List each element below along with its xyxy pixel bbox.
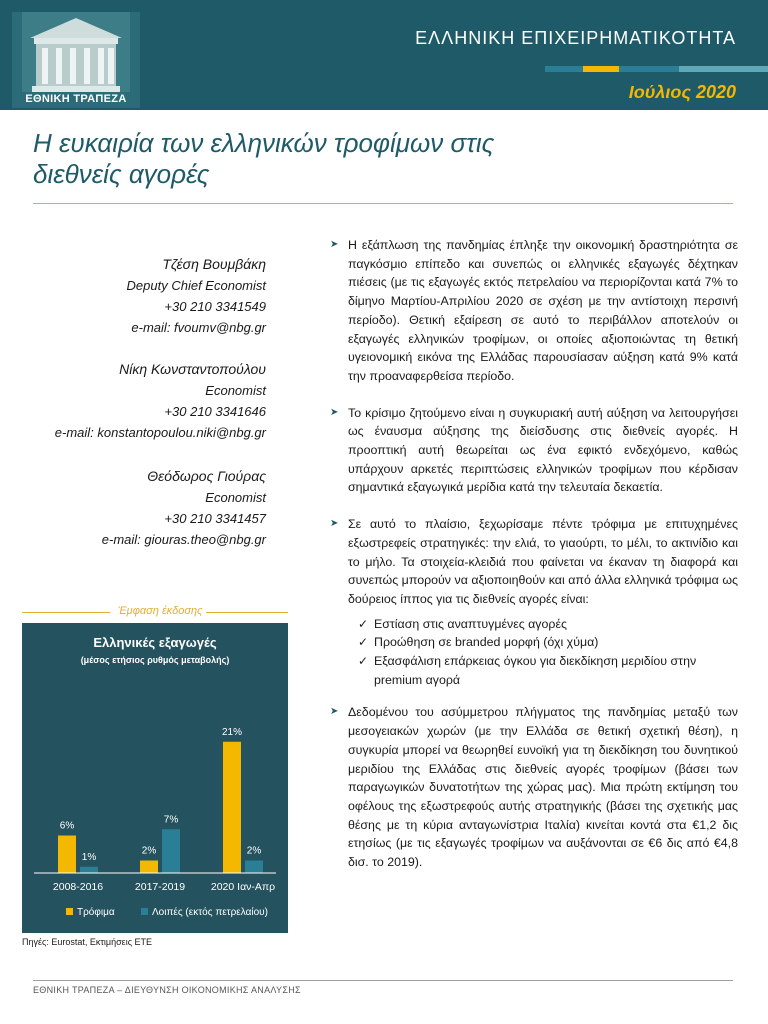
check-item [330, 652, 738, 689]
emphasis-rule-left [22, 612, 110, 613]
bank-logo [12, 12, 140, 108]
author-email[interactable]: e-mail: giouras.theo@nbg.gr [101, 532, 266, 547]
author-phone: +30 210 3341457 [164, 511, 266, 526]
page-title-line-2: διεθνείς αγορές [33, 159, 210, 189]
check-text: Προώθηση σε branded μορφή (όχι χύμα) [374, 635, 599, 650]
author-phone: +30 210 3341646 [164, 404, 266, 419]
chart-bar [80, 867, 98, 873]
bank-name: ΕΘΝΙΚΗ ΤΡΑΠΕΖΑ [25, 93, 127, 105]
legend-swatch-other [141, 908, 148, 915]
chart-subtitle: (μέσος ετήσιος ρυθμός μεταβολής) [80, 655, 230, 665]
title-divider [33, 203, 733, 204]
legend-label: Λοιπές (εκτός πετρελαίου) [152, 907, 268, 918]
legend-label: Τρόφιμα [77, 907, 115, 918]
check-text: Εστίαση στις αναπτυγμένες αγορές [374, 616, 567, 631]
chart-bar [140, 861, 158, 874]
emphasis-rule-right [206, 612, 288, 613]
author-phone: +30 210 3341549 [164, 299, 266, 314]
check-icon: ✓ [358, 635, 369, 650]
chart-data-label: 1% [81, 851, 97, 863]
footer-divider [33, 980, 733, 981]
author-card [127, 254, 266, 338]
legend-swatch-food [66, 908, 73, 915]
author-role: Economist [205, 383, 266, 398]
issue-date: Ιούλιος 2020 [628, 82, 736, 102]
emphasis-label: Έμφαση έκδοσης [118, 605, 203, 617]
check-item [330, 615, 738, 634]
summary-text: Δεδομένου του ασύμμετρου πλήγματος της πανδημίας μεταξύ των μεσογειακών χωρών (με την Ελλάδα σε θετική σχετική θέση), η συγκυρία μπορεί να θεωρηθεί ευνοϊκή για τη διεκδίκηση του δυνητικού μεριδίου της Ελλάδας στις διεθνείς αγορές τροφίμων (βάσει των παραγωγικών δυνατοτήτων της χώρας μας). Μια πρώτη εκτίμηση του οφέλους της εξωστρεφούς αυτής στρατηγικής (βάσει της σχετικής μας θέσης με τη κύρια ανταγωνίστρια Ιταλία) κινείται κοντά στα €1,2 δις ετησίως (με τις εξαγωγές τροφίμων να αυξάνονται σε €6 δις από €4,8 δισ. το 2019). [348, 705, 738, 870]
series-title: ΕΛΛΗΝΙΚΗ ΕΠΙΧΕΙΡΗΜΑΤΙΚΟΤΗΤΑ [415, 28, 736, 48]
chart-bar [162, 829, 180, 873]
arrow-bullet-icon: ➤ [330, 406, 339, 418]
exports-chart-svg [22, 623, 288, 933]
arrow-bullet-icon: ➤ [330, 239, 339, 250]
summary-text: Το κρίσιμο ζητούμενο είναι η συγκυριακή αυτή αύξηση να λειτουργήσει ως έναυσμα αύξησης της διείσδυσης στις διεθνείς αγορές. Η προοπτική αυτή θεωρείται ως ένα εφικτό ενδεχόμενο, καθώς υπάρχουν αρκετές περιπτώσεις ελληνικών τροφίμων που κέρδισαν σημαντικά εξαγωγικά μερίδια κατά την τελευταία δεκαετία. [348, 405, 738, 495]
chart-data-label: 21% [221, 726, 243, 738]
chart-data-label: 2% [141, 845, 157, 857]
bank-building-icon [22, 12, 130, 92]
chart-category-label: 2008-2016 [52, 881, 104, 893]
chart-category-label: 2020 Ιαν-Απρ [210, 881, 276, 893]
summary-text: Σε αυτό το πλαίσιο, ξεχωρίσαμε πέντε τρόφιμα με επιτυχημένες εξωστρεφείς στρατηγικές: την ελιά, το γιαούρτι, το μέλι, το ακτινίδιο και το μήλο. Τα στοιχεία-κλειδιά που φαίνεται να έκαναν τη διαφορά και συνεπώς μπορούν να αξιοποιηθούν και από άλλα ελληνικά τρόφιμα ως δούρειος ίππος για τις διεθνείς αγορές είναι: [348, 517, 738, 606]
author-card [102, 466, 266, 550]
emphasis-heading [22, 605, 288, 619]
chart-source: Πηγές: Eurostat, Εκτιμήσεις ΕΤΕ [22, 937, 153, 947]
check-icon: ✓ [358, 654, 369, 669]
summary-paragraph [330, 515, 738, 609]
exports-chart [22, 623, 288, 933]
chart-title: Ελληνικές εξαγωγές [93, 635, 217, 650]
chart-category-label: 2017-2019 [134, 881, 186, 893]
chart-data-label: 7% [163, 814, 179, 826]
check-text: Εξασφάλιση επάρκειας όγκου για διεκδίκηση μεριδίου στην premium αγορά [374, 654, 697, 687]
author-name: Νίκη Κωνσταντοπούλου [119, 361, 266, 377]
chart-bar [58, 836, 76, 874]
summary-paragraph [330, 703, 738, 871]
arrow-bullet-icon: ➤ [330, 518, 339, 530]
author-card [55, 359, 266, 443]
author-name: Τζέση Βουμβάκη [162, 256, 266, 272]
chart-bar [245, 861, 263, 874]
author-role: Deputy Chief Economist [126, 278, 266, 293]
header-banner [0, 0, 768, 110]
summary-paragraph [330, 236, 738, 386]
chart-bar [223, 742, 241, 873]
summary-paragraph [330, 404, 738, 498]
summary-column [330, 236, 738, 872]
header-stripes [545, 66, 768, 72]
page-title-line-1: Η ευκαιρία των ελληνικών τροφίμων στις [33, 128, 495, 158]
footer-text: ΕΘΝΙΚΗ ΤΡΑΠΕΖΑ – ΔΙΕΥΘΥΝΣΗ ΟΙΚΟΝΟΜΙΚΗΣ ΑΝΑΛΥΣΗΣ [33, 985, 301, 995]
author-email[interactable]: e-mail: konstantopoulou.niki@nbg.gr [54, 425, 266, 440]
summary-text: Η εξάπλωση της πανδημίας έπληξε την οικονομική δραστηριότητα σε παγκόσμιο επίπεδο και συνεπώς οι ελληνικές εξαγωγές δέχτηκαν πιέσεις (με τις εξαγωγές εκτός πετρελαίου να περιορίζονται κατά 7% το δίμηνο Μαρτίου-Απριλίου 2020 σε σχέση με την αντίστοιχη περσινή περίοδο). Θετική εξαίρεση σε αυτό το περιβάλλον αποτελούν οι εξαγωγές ελληνικών τροφίμων, οι οποίες αξιοποιώντας τη θετική υγειονομική εικόνα της Ελλάδας παρουσίασαν αύξηση κατά 9% κατά την προαναφερθείσα περίοδο. [348, 238, 738, 383]
check-item [330, 633, 738, 652]
check-icon: ✓ [358, 616, 369, 631]
author-email[interactable]: e-mail: fvoumv@nbg.gr [131, 320, 266, 335]
chart-data-label: 2% [246, 845, 262, 857]
chart-data-label: 6% [59, 820, 75, 832]
arrow-bullet-icon: ➤ [330, 706, 339, 718]
author-role: Economist [205, 490, 266, 505]
author-name: Θεόδωρος Γιούρας [147, 468, 266, 484]
page-title [33, 128, 733, 190]
